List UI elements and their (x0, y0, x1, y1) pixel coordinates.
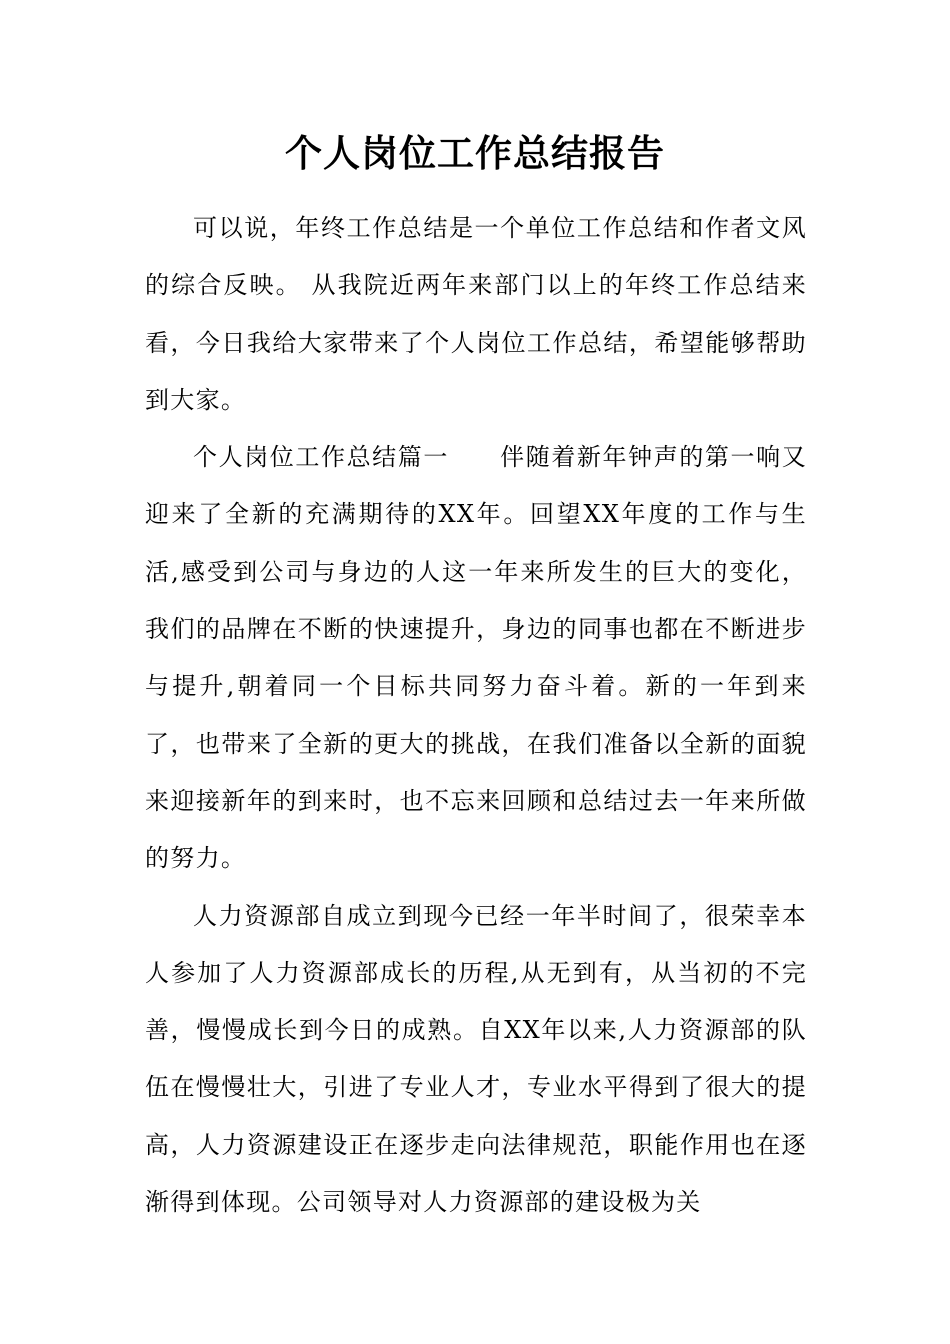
document-title: 个人岗位工作总结报告 (285, 131, 665, 175)
paragraph-intro: 可以说，年终工作总结是一个单位工作总结和作者文风的综合反映。 从我院近两年来部门以上的年终工作总结来看，今日我给大家带来了个人岗位工作总结，希望能够帮助到大家。 (145, 214, 807, 414)
paragraph-section-one: 个人岗位工作总结篇一 伴随着新年钟声的第一响又迎来了全新的充满期待的XX年。回望XX年度的工作与生活,感受到公司与身边的人这一年来所发生的巨大的变化，我们的品牌在不断的快速提升，身边的同事也都在不断进步与提升,朝着同一个目标共同努力奋斗着。新的一年到来了，也带来了全新的更大的挑战，在我们准备以全新的面貌来迎接新年的到来时，也不忘来回顾和总结过去一年来所做的努力。 (145, 443, 807, 873)
document-body (145, 200, 807, 1231)
paragraph-hr-department: 人力资源部自成立到现今已经一年半时间了，很荣幸本人参加了人力资源部成长的历程,从无到有，从当初的不完善，慢慢成长到今日的成熟。自XX年以来,人力资源部的队伍在慢慢壮大，引进了专业人才，专业水平得到了很大的提高，人力资源建设正在逐步走向法律规范，职能作用也在逐渐得到体现。公司领导对人力资源部的建设极为关 (145, 901, 807, 1217)
